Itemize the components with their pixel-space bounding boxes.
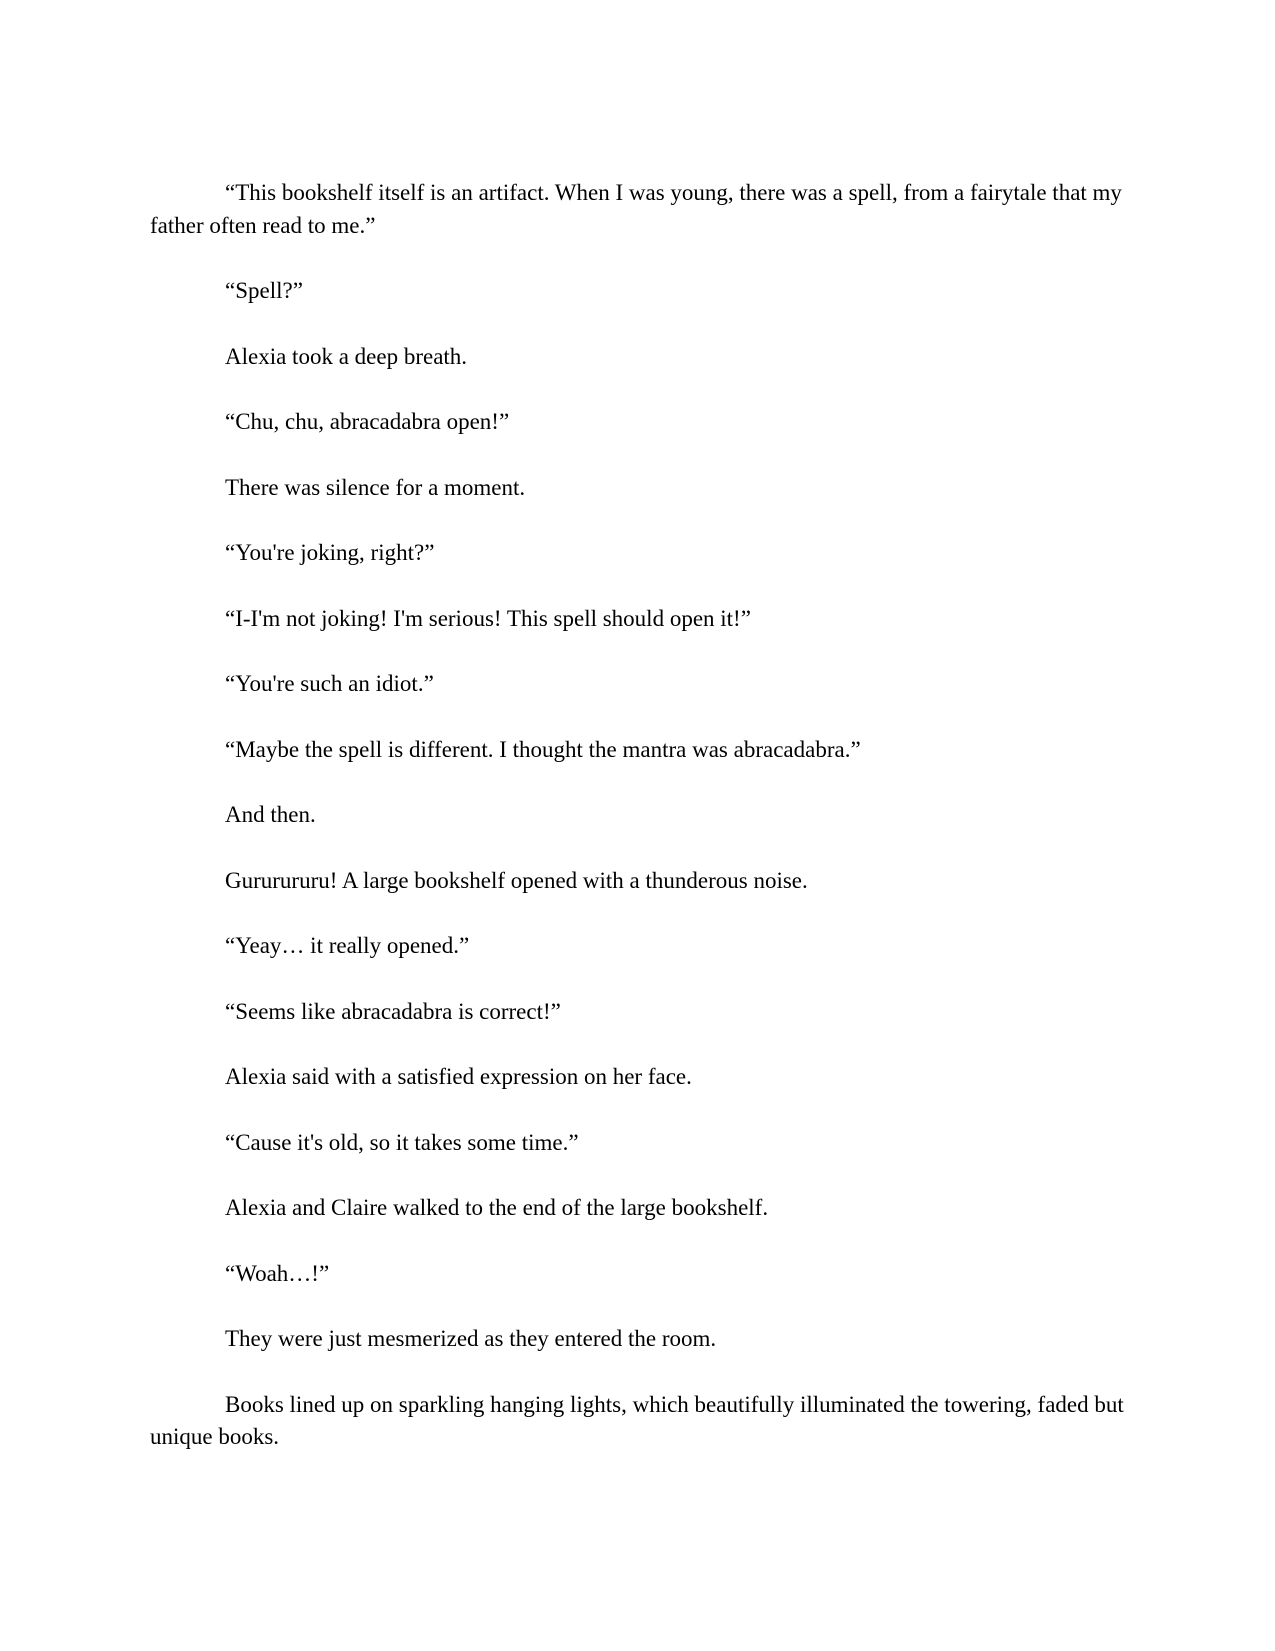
paragraph: “Cause it's old, so it takes some time.” xyxy=(225,1129,579,1155)
paragraph: Alexia and Claire walked to the end of the large bookshelf. xyxy=(225,1195,769,1220)
paragraph: Books lined up on sparkling hanging lights, which beautifully illuminated the towering, faded but unique books. xyxy=(150,1391,1124,1449)
paragraph: Alexia took a deep breath. xyxy=(225,343,468,369)
paragraph: They were just mesmerized as they entered the room. xyxy=(225,1326,717,1351)
paragraph: “Spell?” xyxy=(225,278,303,303)
paragraph: “I-I'm not joking! I'm serious! This spell should open it!” xyxy=(225,605,751,631)
paragraph: “This bookshelf itself is an artifact. When I was young, there was a spell, from a fairytale that my father often read to me.” xyxy=(150,180,1122,238)
paragraph: Gururururu! A large bookshelf opened with a thunderous noise. xyxy=(225,867,808,893)
paragraph: “You're joking, right?” xyxy=(225,540,435,565)
paragraph: “Maybe the spell is different. I thought the mantra was abracadabra.” xyxy=(225,736,861,762)
paragraph: “Yeay… it really opened.” xyxy=(225,933,470,958)
paragraph: “You're such an idiot.” xyxy=(225,671,434,696)
paragraph: Alexia said with a satisfied expression on her face. xyxy=(225,1064,692,1089)
paragraph: “Seems like abracadabra is correct!” xyxy=(225,998,561,1024)
paragraph: And then. xyxy=(225,802,316,827)
paragraph: “Chu, chu, abracadabra open!” xyxy=(225,409,510,434)
paragraph: There was silence for a moment. xyxy=(225,474,526,500)
story-text xyxy=(150,177,1125,1487)
paragraph: “Woah…!” xyxy=(225,1260,330,1286)
